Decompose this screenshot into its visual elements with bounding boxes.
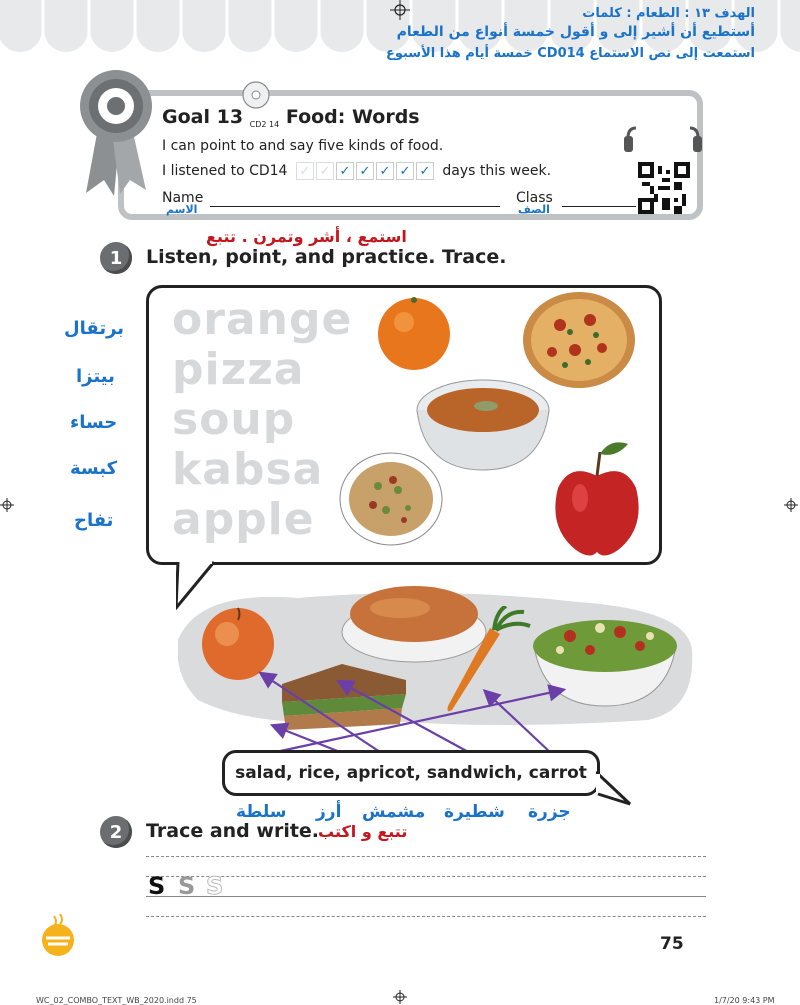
trace-word-kabsa: kabsa [172, 444, 324, 495]
apple-image [550, 436, 644, 560]
goal-title [162, 106, 420, 129]
cd-label: CD2 14 [249, 120, 280, 129]
word-bank: salad, rice, apricot, sandwich, carrot [222, 750, 600, 796]
name-field-label: Name [162, 190, 204, 206]
listening-tracker [162, 162, 551, 180]
arabic-bank-sandwich: شطيرة [444, 802, 505, 822]
day-checkbox[interactable]: ✓ [356, 162, 374, 180]
name-label-arabic: الاسم [166, 203, 198, 216]
arabic-bank-apricot: مشمش [362, 802, 426, 822]
trace-word-orange: orange [172, 294, 353, 345]
orange-image [372, 292, 456, 372]
goal-title-arabic: الهدف ١٣ : الطعام : كلمات [582, 6, 755, 21]
arabic-bank-salad: سلطة [236, 802, 287, 822]
trace-word-apple: apple [172, 494, 315, 545]
class-field-label: Class [516, 190, 553, 206]
class-line[interactable] [562, 206, 636, 207]
headphones-icon [622, 124, 704, 154]
name-line[interactable] [210, 206, 500, 207]
trace-word-soup: soup [172, 394, 296, 445]
objective-arabic: أستطيع أن أشير إلى و أقول خمسة أنواع من الطعام [396, 24, 755, 40]
page-number: 75 [660, 934, 684, 954]
cd-icon [241, 80, 271, 110]
arabic-bank-carrot: جزرة [528, 802, 571, 822]
trace-letter-s-outline: S [206, 872, 224, 900]
matching-arrows [240, 660, 570, 760]
section2-heading: Trace and write. [146, 820, 320, 842]
writing-line-bottom [146, 916, 706, 917]
kabsa-image [338, 450, 444, 548]
listening-note-arabic: استمعت إلى نص الاستماع CD014 خمسة أيام هذا الأسبوع [385, 46, 755, 61]
arabic-word-pizza: بيتزا [76, 366, 115, 387]
goal-statement: I can point to and say five kinds of food. [162, 138, 444, 154]
listening-suffix: days this week. [442, 163, 552, 179]
arabic-word-orange: برتقال [64, 318, 125, 339]
day-checkbox[interactable]: ✓ [336, 162, 354, 180]
listening-prefix: I listened to CD14 [162, 163, 288, 179]
publisher-logo-icon [40, 912, 76, 958]
goal-badge-icon [76, 68, 156, 198]
writing-baseline[interactable] [146, 896, 706, 897]
day-checkbox[interactable]: ✓ [416, 162, 434, 180]
goal-topic: Food: Words [285, 106, 420, 128]
day-checkbox[interactable]: ✓ [396, 162, 414, 180]
word-bank-tail [596, 770, 634, 808]
writing-line-mid [146, 876, 706, 877]
section1-heading-arabic: استمع ، أشر وتمرن . تتبع [206, 227, 407, 246]
registration-mark-left [0, 498, 14, 512]
arabic-word-soup: حساء [70, 412, 118, 433]
registration-mark-right [784, 498, 798, 512]
arabic-bank-rice: أرز [316, 802, 342, 822]
print-slug-left: WC_02_COMBO_TEXT_WB_2020.indd 75 [36, 996, 197, 1005]
day-checkbox[interactable]: ✓ [296, 162, 314, 180]
registration-mark-bottom [393, 990, 407, 1004]
qr-code-icon[interactable] [638, 162, 690, 214]
print-slug-right: 1/7/20 9:43 PM [714, 996, 775, 1005]
section1-number: 1 [100, 242, 132, 274]
goal-box [118, 90, 703, 220]
arabic-word-kabsa: كبسة [70, 458, 118, 479]
section2-heading-arabic: تتبع و اكتب [318, 822, 408, 841]
day-checkbox[interactable]: ✓ [376, 162, 394, 180]
goal-number: Goal 13 [162, 106, 244, 128]
trace-letter-s-solid: S [148, 872, 166, 900]
trace-word-pizza: pizza [172, 344, 305, 395]
section2-number: 2 [100, 816, 132, 848]
class-label-arabic: الصف [518, 203, 550, 216]
day-checkbox[interactable]: ✓ [316, 162, 334, 180]
day-checkboxes [296, 162, 434, 180]
section1-heading: Listen, point, and practice. Trace. [146, 246, 507, 268]
arabic-word-apple: تفاح [74, 510, 114, 531]
trace-letter-s-gray: S [178, 872, 196, 900]
writing-line-top [146, 856, 706, 857]
